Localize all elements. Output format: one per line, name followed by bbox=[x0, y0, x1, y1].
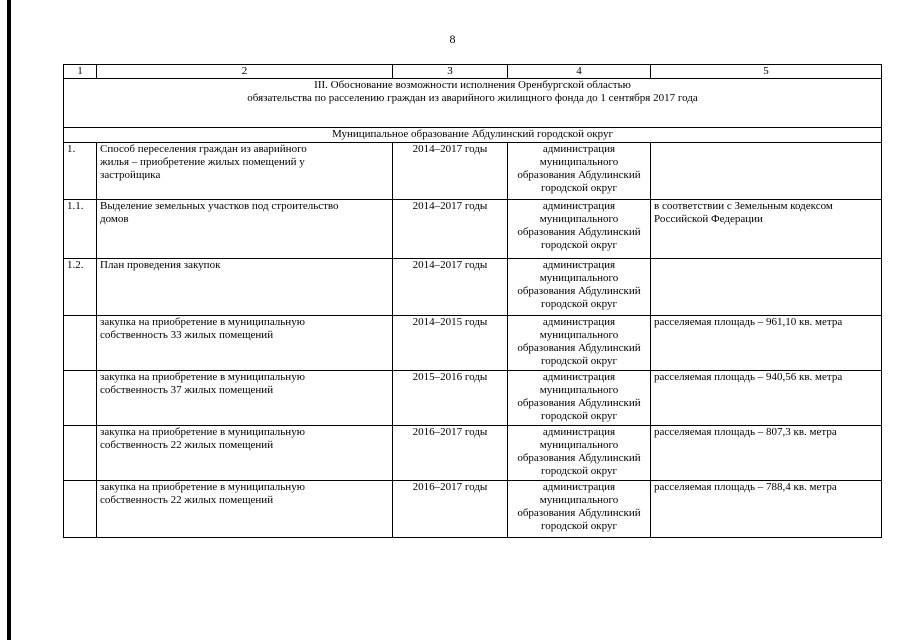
row-description: закупка на приобретение в муниципальную собственность 22 жилых помещений bbox=[97, 426, 393, 481]
row-note bbox=[651, 259, 882, 316]
column-number: 2 bbox=[97, 65, 393, 79]
row-number: 1.1. bbox=[64, 200, 97, 259]
row-note: расселяемая площадь – 961,10 кв. метра bbox=[651, 316, 882, 371]
row-description: План проведения закупок bbox=[97, 259, 393, 316]
row-description: закупка на приобретение в муниципальную собственность 22 жилых помещений bbox=[97, 481, 393, 538]
row-note: расселяемая площадь – 940,56 кв. метра bbox=[651, 371, 882, 426]
section-title-row bbox=[64, 79, 882, 128]
page-number: 8 bbox=[449, 32, 456, 46]
section-title: III. Обоснование возможности исполнения Оренбургской областью обязательства по расселению граждан из аварийного жилищного фонда до 1 сентября 2017 года bbox=[64, 79, 882, 128]
row-description: закупка на приобретение в муниципальную собственность 33 жилых помещений bbox=[97, 316, 393, 371]
row-description: закупка на приобретение в муниципальную собственность 37 жилых помещений bbox=[97, 371, 393, 426]
column-number-row bbox=[64, 65, 882, 79]
column-number: 4 bbox=[508, 65, 651, 79]
row-description: Способ переселения граждан из аварийного жилья – приобретение жилых помещений у застройщика bbox=[97, 143, 393, 200]
table-row bbox=[64, 200, 882, 259]
column-number: 5 bbox=[651, 65, 882, 79]
table-row bbox=[64, 143, 882, 200]
row-responsible: администрация муниципального образования Абдулинский городской округ bbox=[508, 481, 651, 538]
row-period: 2014–2017 годы bbox=[393, 200, 508, 259]
row-period: 2016–2017 годы bbox=[393, 426, 508, 481]
row-period: 2015–2016 годы bbox=[393, 371, 508, 426]
row-number: 1. bbox=[64, 143, 97, 200]
table-row bbox=[64, 316, 882, 371]
row-number bbox=[64, 371, 97, 426]
table-row bbox=[64, 259, 882, 316]
column-number: 3 bbox=[393, 65, 508, 79]
municipality-row bbox=[64, 128, 882, 143]
row-responsible: администрация муниципального образования Абдулинский городской округ bbox=[508, 371, 651, 426]
row-period: 2014–2015 годы bbox=[393, 316, 508, 371]
row-period: 2014–2017 годы bbox=[393, 143, 508, 200]
row-number bbox=[64, 426, 97, 481]
table-row bbox=[64, 426, 882, 481]
row-responsible: администрация муниципального образования Абдулинский городской округ bbox=[508, 316, 651, 371]
municipality-title: Муниципальное образование Абдулинский городской округ bbox=[64, 128, 882, 143]
column-number: 1 bbox=[64, 65, 97, 79]
table-row bbox=[64, 371, 882, 426]
row-note: расселяемая площадь – 807,3 кв. метра bbox=[651, 426, 882, 481]
row-responsible: администрация муниципального образования Абдулинский городской округ bbox=[508, 200, 651, 259]
row-note bbox=[651, 143, 882, 200]
row-note: расселяемая площадь – 788,4 кв. метра bbox=[651, 481, 882, 538]
row-number: 1.2. bbox=[64, 259, 97, 316]
row-description: Выделение земельных участков под строительство домов bbox=[97, 200, 393, 259]
row-note: в соответствии с Земельным кодексом Российской Федерации bbox=[651, 200, 882, 259]
row-responsible: администрация муниципального образования Абдулинский городской округ bbox=[508, 143, 651, 200]
row-responsible: администрация муниципального образования Абдулинский городской округ bbox=[508, 259, 651, 316]
row-period: 2016–2017 годы bbox=[393, 481, 508, 538]
row-number bbox=[64, 481, 97, 538]
row-responsible: администрация муниципального образования Абдулинский городской округ bbox=[508, 426, 651, 481]
table-row bbox=[64, 481, 882, 538]
row-period: 2014–2017 годы bbox=[393, 259, 508, 316]
scan-edge-bar bbox=[7, 0, 11, 640]
plan-table bbox=[63, 64, 882, 538]
row-number bbox=[64, 316, 97, 371]
